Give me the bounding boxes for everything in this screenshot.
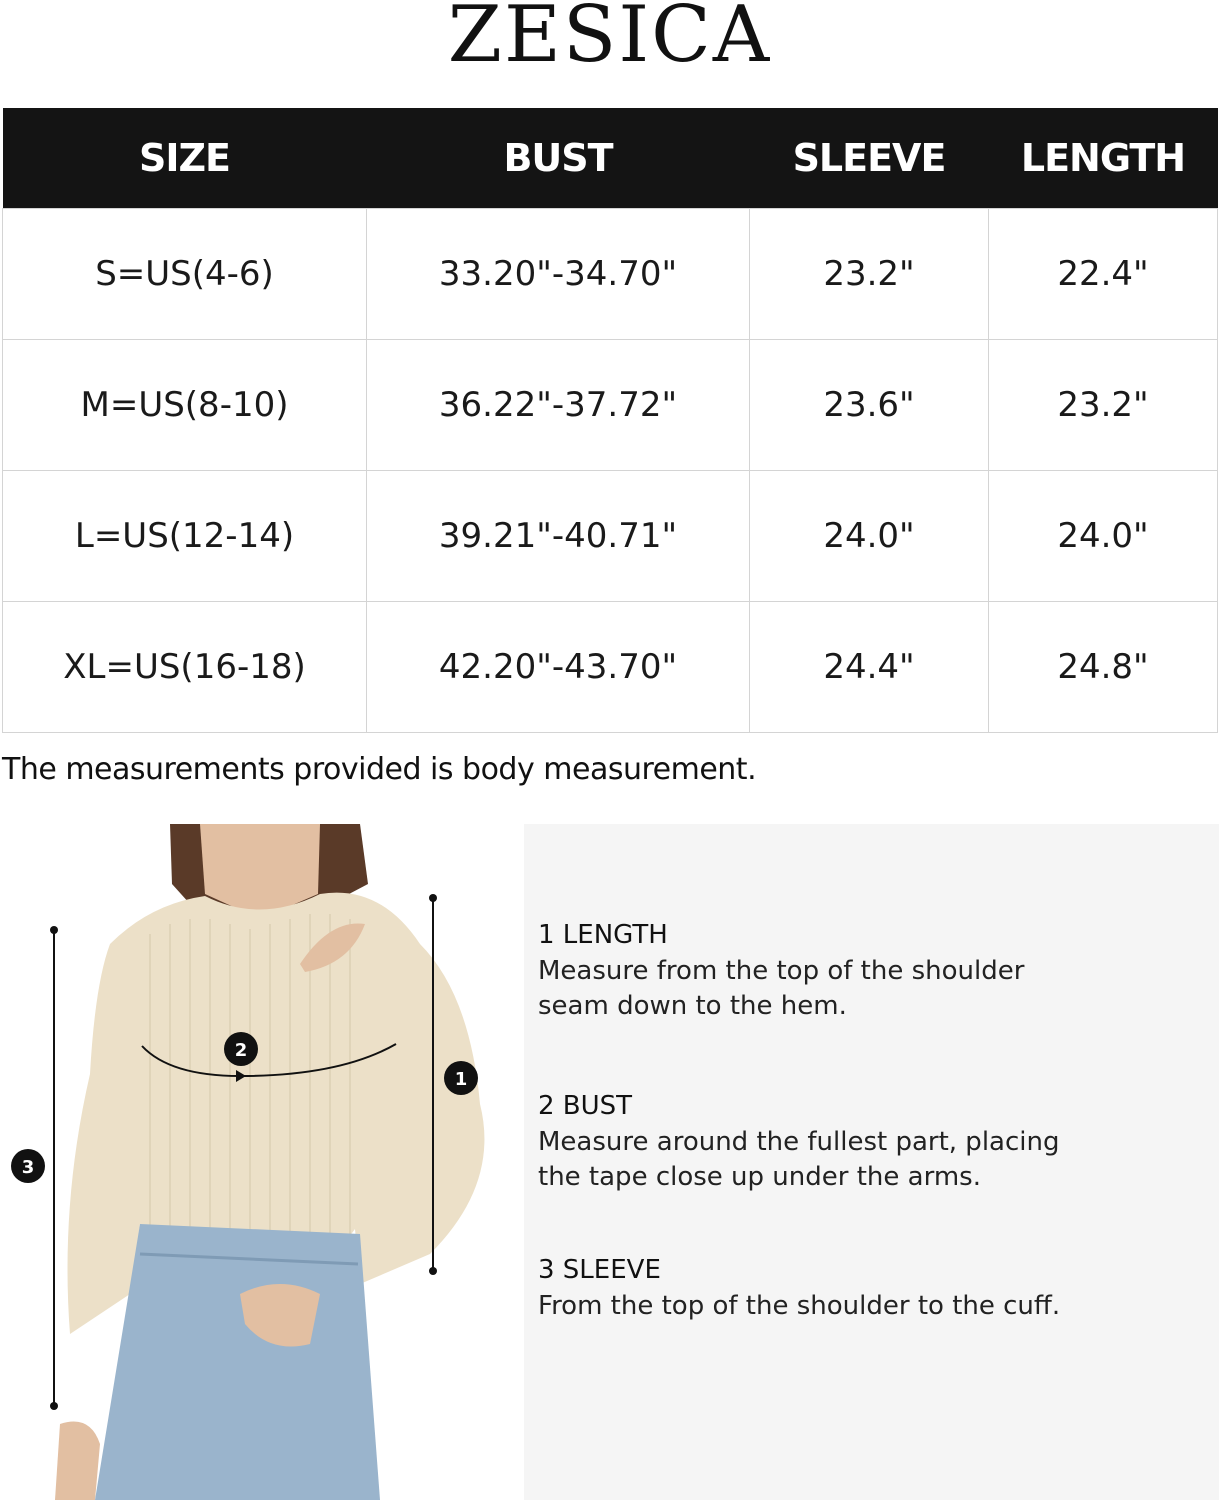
guide-title-bust: 2 BUST bbox=[538, 1091, 633, 1121]
length-cell: 23.2" bbox=[989, 340, 1218, 471]
guide-item-sleeve bbox=[538, 1251, 1158, 1324]
column-header-sleeve: SLEEVE bbox=[750, 108, 989, 209]
guide-title-length: 1 LENGTH bbox=[538, 920, 668, 950]
bust-cell: 39.21"-40.71" bbox=[367, 471, 750, 602]
bust-cell: 42.20"-43.70" bbox=[367, 602, 750, 733]
size-cell: S=US(4-6) bbox=[3, 209, 367, 340]
sleeve-cell: 23.2" bbox=[750, 209, 989, 340]
marker-label-3: 3 bbox=[21, 1157, 35, 1178]
marker-badge-1 bbox=[444, 1061, 478, 1095]
column-header-size: SIZE bbox=[3, 108, 367, 209]
length-cell: 22.4" bbox=[989, 209, 1218, 340]
column-header-length: LENGTH bbox=[989, 108, 1218, 209]
size-chart-header-row bbox=[3, 108, 1218, 209]
size-chart-table bbox=[2, 108, 1218, 733]
marker-badge-2 bbox=[224, 1032, 258, 1066]
bust-cell: 33.20"-34.70" bbox=[367, 209, 750, 340]
guide-desc-sleeve: From the top of the shoulder to the cuff. bbox=[538, 1291, 1061, 1321]
table-row bbox=[3, 340, 1218, 471]
left-hand-shape bbox=[55, 1422, 100, 1501]
guide-item-length bbox=[538, 916, 1158, 1024]
measuring-guide-panel bbox=[524, 824, 1219, 1500]
marker-label-1: 1 bbox=[454, 1069, 468, 1090]
guide-desc-length: Measure from the top of the shoulder seam down to the hem. bbox=[538, 956, 1025, 1021]
column-header-bust: BUST bbox=[367, 108, 750, 209]
size-cell: M=US(8-10) bbox=[3, 340, 367, 471]
guide-item-bust bbox=[538, 1087, 1158, 1195]
sleeve-cell: 24.4" bbox=[750, 602, 989, 733]
bust-cell: 36.22"-37.72" bbox=[367, 340, 750, 471]
size-cell: L=US(12-14) bbox=[3, 471, 367, 602]
sleeve-measure-line bbox=[50, 926, 58, 1410]
model-photo bbox=[0, 824, 520, 1500]
length-cell: 24.0" bbox=[989, 471, 1218, 602]
size-cell: XL=US(16-18) bbox=[3, 602, 367, 733]
measurement-note: The measurements provided is body measurement. bbox=[2, 752, 757, 787]
marker-badge-3 bbox=[11, 1149, 45, 1183]
marker-label-2: 2 bbox=[234, 1040, 248, 1061]
table-row bbox=[3, 602, 1218, 733]
sleeve-cell: 24.0" bbox=[750, 471, 989, 602]
jeans-shape bbox=[95, 1224, 380, 1500]
sleeve-cell: 23.6" bbox=[750, 340, 989, 471]
guide-title-sleeve: 3 SLEEVE bbox=[538, 1255, 661, 1285]
table-row bbox=[3, 209, 1218, 340]
length-cell: 24.8" bbox=[989, 602, 1218, 733]
measurement-illustration bbox=[0, 824, 520, 1500]
guide-desc-bust: Measure around the fullest part, placing the tape close up under the arms. bbox=[538, 1127, 1060, 1192]
brand-logo: ZESICA bbox=[447, 0, 772, 80]
table-row bbox=[3, 471, 1218, 602]
